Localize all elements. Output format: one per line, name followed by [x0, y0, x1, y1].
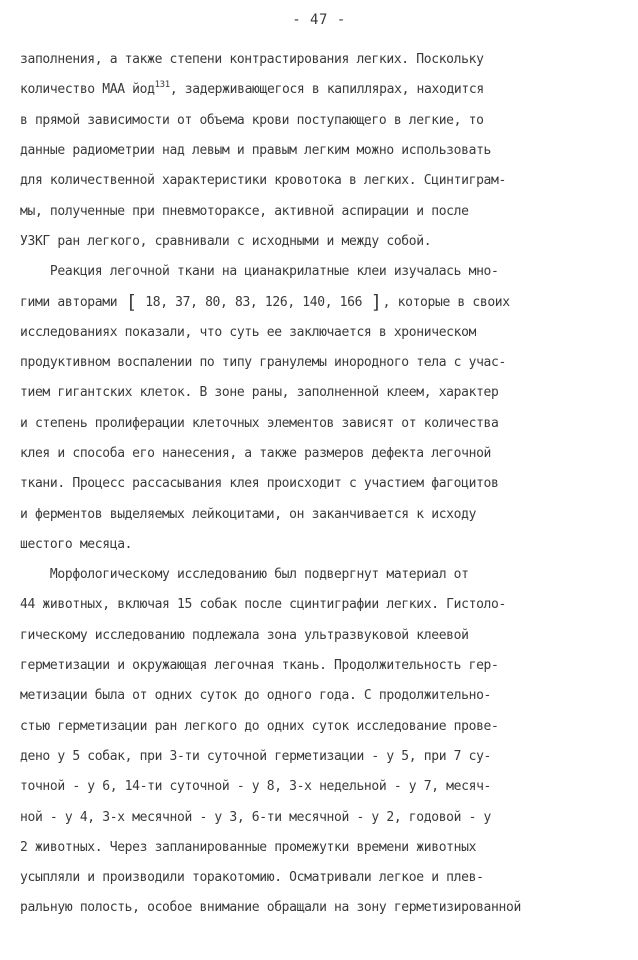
- line-text-before: гими авторами: [20, 295, 125, 311]
- text-line: [20, 626, 469, 646]
- text-line-content: [20, 232, 431, 252]
- line-text: мы, полученные при пневмотораксе, активной аспирации и после: [20, 203, 469, 219]
- text-line-content: [20, 414, 499, 434]
- line-text: Реакция легочной ткани на цианакрилатные клеи изучалась мно-: [20, 264, 499, 280]
- text-line: [20, 838, 476, 858]
- line-text: гическому исследованию подлежала зона ультразвуковой клеевой: [20, 627, 469, 643]
- line-text: в прямой зависимости от объема крови поступающего в легкие, то: [20, 112, 484, 128]
- text-line: [20, 656, 499, 676]
- page-number: - 47 -: [292, 12, 346, 28]
- text-line-content: [20, 474, 499, 494]
- text-line: [20, 717, 499, 737]
- text-line: [20, 111, 484, 131]
- text-line-content: [20, 80, 484, 100]
- line-text: тием гигантских клеток. В зоне раны, заполненной клеем, характер: [20, 385, 499, 401]
- text-line: [20, 868, 484, 888]
- text-line: [20, 50, 484, 70]
- line-text: Морфологическому исследованию был подвергнут материал от: [20, 567, 469, 583]
- text-line-content: [20, 535, 132, 555]
- text-line: [20, 141, 491, 161]
- isotope-superscript: 131: [154, 80, 170, 91]
- text-line-content: [20, 777, 491, 797]
- text-line: [20, 747, 491, 767]
- text-line: [20, 323, 476, 343]
- line-text: 44 животных, включая 15 собак после сцинтиграфии легких. Гистоло-: [20, 597, 506, 613]
- line-text: ткани. Процесс рассасывания клея происходит с участием фагоцитов: [20, 476, 499, 492]
- line-text: стью герметизации ран легкого до одних суток исследование прове-: [20, 718, 499, 734]
- text-line-content: [20, 141, 491, 161]
- text-line-content: [20, 565, 469, 585]
- reference-list: 18, 37, 80, 83, 126, 140, 166: [137, 295, 370, 311]
- line-text: дено у 5 собак, при 3-ти суточной герметизации - у 5, при 7 су-: [20, 748, 492, 764]
- text-line: [20, 808, 491, 828]
- line-text: герметизации и окружающая легочная ткань. Продолжительность гер-: [20, 658, 499, 673]
- text-line-content: [20, 50, 484, 70]
- line-text-before: количество МАА йод: [20, 82, 155, 98]
- line-text: продуктивном воспалении по типу гранулемы инородного тела с учас-: [20, 355, 506, 370]
- line-text: 2 животных. Через запланированные промежутки времени животных: [20, 839, 477, 855]
- text-line: [20, 535, 132, 555]
- text-line-content: [20, 171, 506, 191]
- line-text: и ферментов выделяемых лейкоцитами, он заканчивается к исходу: [20, 506, 477, 522]
- line-text: шестого месяца.: [20, 536, 133, 552]
- text-line: [20, 202, 469, 222]
- text-line-content: [20, 111, 484, 131]
- text-line-content: [20, 838, 476, 858]
- text-line: [20, 686, 491, 706]
- text-line: [20, 414, 499, 434]
- line-text: клея и способа его нанесения, а также размеров дефекта легочной: [20, 445, 492, 461]
- line-text: точной - у 6, 14-ти суточной - у 8, 3-х недельной - у 7, месяч-: [20, 779, 492, 795]
- line-text: заполнения, а также степени контрастирования легких. Поскольку: [20, 52, 484, 67]
- text-line: [20, 505, 476, 525]
- line-text: метизации была от одних суток до одного года. С продолжительно-: [20, 688, 492, 704]
- text-line-content: [20, 717, 499, 737]
- text-line-content: [20, 444, 491, 464]
- line-text-after: , которые в своих: [382, 295, 510, 311]
- line-text: данные радиометрии над левым и правым легким можно использовать: [20, 142, 492, 158]
- text-line-content: [20, 747, 491, 767]
- line-text: ной - у 4, 3-х месячной - у 3, 6-ти месячной - у 2, годовой - у: [20, 809, 492, 825]
- text-line: [20, 232, 431, 252]
- text-line-content: [20, 868, 484, 888]
- line-text-after: , задерживающегося в капиллярах, находится: [169, 82, 484, 98]
- text-line: [20, 898, 521, 918]
- text-line: [20, 444, 491, 464]
- text-line-content: [20, 595, 506, 615]
- text-line: [20, 353, 506, 373]
- text-line: [20, 777, 491, 797]
- text-line-content: [20, 626, 469, 646]
- text-line-content: [20, 202, 469, 222]
- line-text: ральную полость, особое внимание обращали на зону герметизированной: [20, 900, 521, 916]
- reference-close-bracket: ]: [370, 292, 382, 313]
- text-line-content: [20, 656, 499, 676]
- text-line: [20, 565, 469, 585]
- text-line: [20, 474, 499, 494]
- reference-open-bracket: [: [125, 292, 137, 313]
- text-line: [20, 292, 510, 312]
- text-line: [20, 171, 506, 191]
- text-line-content: [20, 292, 510, 312]
- text-line: [20, 595, 506, 615]
- text-line-content: [20, 505, 476, 525]
- text-line-content: [20, 262, 499, 282]
- text-line-content: [20, 808, 491, 828]
- line-text: для количественной характеристики кровотока в легких. Сцинтиграм-: [20, 173, 506, 189]
- text-line-content: [20, 323, 476, 343]
- text-line: [20, 80, 484, 100]
- text-line-content: [20, 383, 499, 403]
- text-line-content: [20, 353, 506, 373]
- line-text: усыпляли и производили торакотомию. Осматривали легкое и плев-: [20, 870, 484, 886]
- line-text: и степень пролиферации клеточных элементов зависят от количества: [20, 415, 499, 431]
- line-text: исследованиях показали, что суть ее заключается в хроническом: [20, 324, 477, 340]
- text-line: [20, 262, 499, 282]
- line-text: УЗКГ ран легкого, сравнивали с исходными и между собой.: [20, 233, 432, 249]
- text-line-content: [20, 686, 491, 706]
- text-line-content: [20, 898, 521, 918]
- text-line: [20, 383, 499, 403]
